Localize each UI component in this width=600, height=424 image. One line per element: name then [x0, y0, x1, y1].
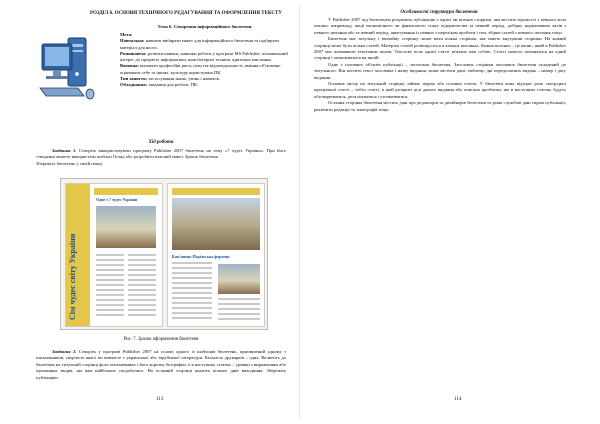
task-2: [36, 349, 286, 381]
goal-label: Виховна:: [120, 63, 139, 69]
chapter-title: РОЗДІЛ 6. ОСНОВИ ТЕХНІЧНОГО РЕДАГУВАННЯ ТА ОФОРМЛЕННЯ ТЕКСТУ: [89, 11, 283, 16]
goal-line: [120, 51, 290, 64]
goal-label: Мета:: [120, 32, 133, 37]
lesson-goals: [120, 32, 290, 89]
task-1-text: Створіть використовуючи програму Publisher 2007 бюлетень на тему «7 чудес України». При його створенні можете використати шаблон Огляд або розробити власний макет. Зразок бюлетеня: [36, 148, 286, 160]
goal-line: [120, 82, 290, 88]
bulletin-inner-page: [167, 183, 265, 327]
goal-label: Тип заняття:: [120, 76, 148, 82]
goal-text: завдання для роботи, ПК.: [148, 82, 199, 88]
page-gutter: [299, 6, 300, 418]
topic-title: Тема 6. Створення інформаційного бюлетеня.: [157, 24, 253, 29]
bulletin-title-page: [65, 183, 163, 327]
goal-label: Обладнання:: [120, 82, 148, 88]
task-2-text: Створіть у програмі Publisher 2007 на основі одного із шаблонів бюлетень, присвячений одному з письменників, творчість якого ви вивчаєте з української або зарубіжної літератури. Кількість друкарків – одна. Включіть до бюлетеня на титульній сторінці фото письменника і його коротку біографію, а в наступних статтях – уривки з вираженням або проханням творів, які вам найбільше сподобались. На останній сторінці вкажіть кількох днів виходиння. Збережіть публікацію.: [36, 349, 286, 380]
goal-label: Розвиваюча:: [120, 50, 147, 56]
fortress-photo: [96, 206, 156, 248]
bulletin-left-heading: Одне з 7 чудес України: [96, 197, 138, 202]
text-column: [218, 298, 260, 323]
goal-text: застосування знань, умінь і навичок.: [148, 76, 220, 82]
goal-line: [120, 38, 290, 51]
paragraph: Одне з головних об'єктів публікації – заголовок бюлетеня. Заголовок сторінки заголовок бюлетеня складений до титульного. Він містить текст заголовка і назву видання, може містити дані, емблему, дні передплатних видань – номер і дату видання.: [314, 61, 566, 80]
bulletin-header-strip: [94, 188, 158, 195]
bulletin-banner-text: Сім чудес світу України: [68, 233, 77, 320]
paragraph: У Publisher 2007 під бюлетенем розуміють публікацію з однієї чи кількох сторінок, яка містить відомості з певного кола питань: наприклад, акції економічного чи фінансового стану підприємства за певний період, добірку нормативних актів з певного питання або за певний період, анкетування із певних з переліком проблем і тем, збірка статей з певного питання тощо.: [314, 17, 566, 35]
paragraph: Остання сторінка бюлетеня містить дані про редакторів та дизайнерів бюлетеня та деякі службові дані тираж публікації, реквізити редакції та типографії тощо.: [314, 100, 566, 112]
section-title: Хід роботи: [148, 140, 174, 145]
task-1-label: Завдання 1.: [52, 148, 77, 153]
bulletin-right-heading: Кам'янець-Подільська фортеця: [172, 254, 230, 259]
right-page-body: [314, 17, 566, 113]
goal-text: розвити навики, навички роботи у програмі MS Publisher, пізнавальний інтерес до предмету інформатики, комп'ютерної техніки, критичне мислення.: [120, 50, 288, 63]
bulletin-header-strip: [172, 188, 260, 195]
text-column: [128, 254, 156, 319]
page-number-right: 114: [454, 397, 462, 402]
task-2-label: Завдання 2.: [52, 349, 77, 354]
task-1-note: Збережіть бюлетень у своїй папці.: [36, 160, 103, 166]
right-page-title: Особливості структури бюлетеня: [400, 10, 478, 15]
paragraph: Бюлетень має титульну і звичайну сторінку, може мати кілька сторінок, яке мають внутрішні сторінки. На кожній сторінці може бути кілька статей. Матеріал статей розміщується в кількох колонках. Кожна колонка – це напис, який в Publisher 2007 має назвиявати текстовим полем. Текстове поле однієї статті зв'язане між собою. Статті можуть починатися на одній сторінці і закінчуватися на іншій.: [314, 36, 566, 61]
computer-icon: [38, 34, 102, 104]
goal-line: [120, 63, 290, 76]
bulletin-sample-figure: [60, 178, 268, 330]
figure-caption: Рис. 7. Зразок оформлення бюлетеня: [123, 337, 199, 342]
secondary-photo: [218, 264, 260, 294]
task-1: [36, 148, 286, 167]
goal-label: Навчальна:: [120, 38, 145, 44]
goal-text: навчити вибирати макет для інформаційного бюлетеня та підбирати матеріал для нього.: [120, 38, 279, 50]
paragraph: Основне місце на титульній сторінці займає перша або головна стаття. У бюлетені вона відіграє роль своєрідної програмної статті – тобто статті, в якій розкриті цілі даного видання або описано проблеми, які в наступних статтях будуть обговорюватися, деталізуватися і уточнюватися.: [314, 81, 566, 99]
page-number-left: 113: [156, 397, 164, 402]
castle-photo: [172, 198, 260, 250]
text-column: [172, 262, 212, 322]
goal-text: виховати професійні риси, почуття відповідальності, вміння об'єктивно оцінювати себе та інших, культуру користувача ПК.: [120, 63, 281, 75]
text-column: [96, 254, 124, 319]
